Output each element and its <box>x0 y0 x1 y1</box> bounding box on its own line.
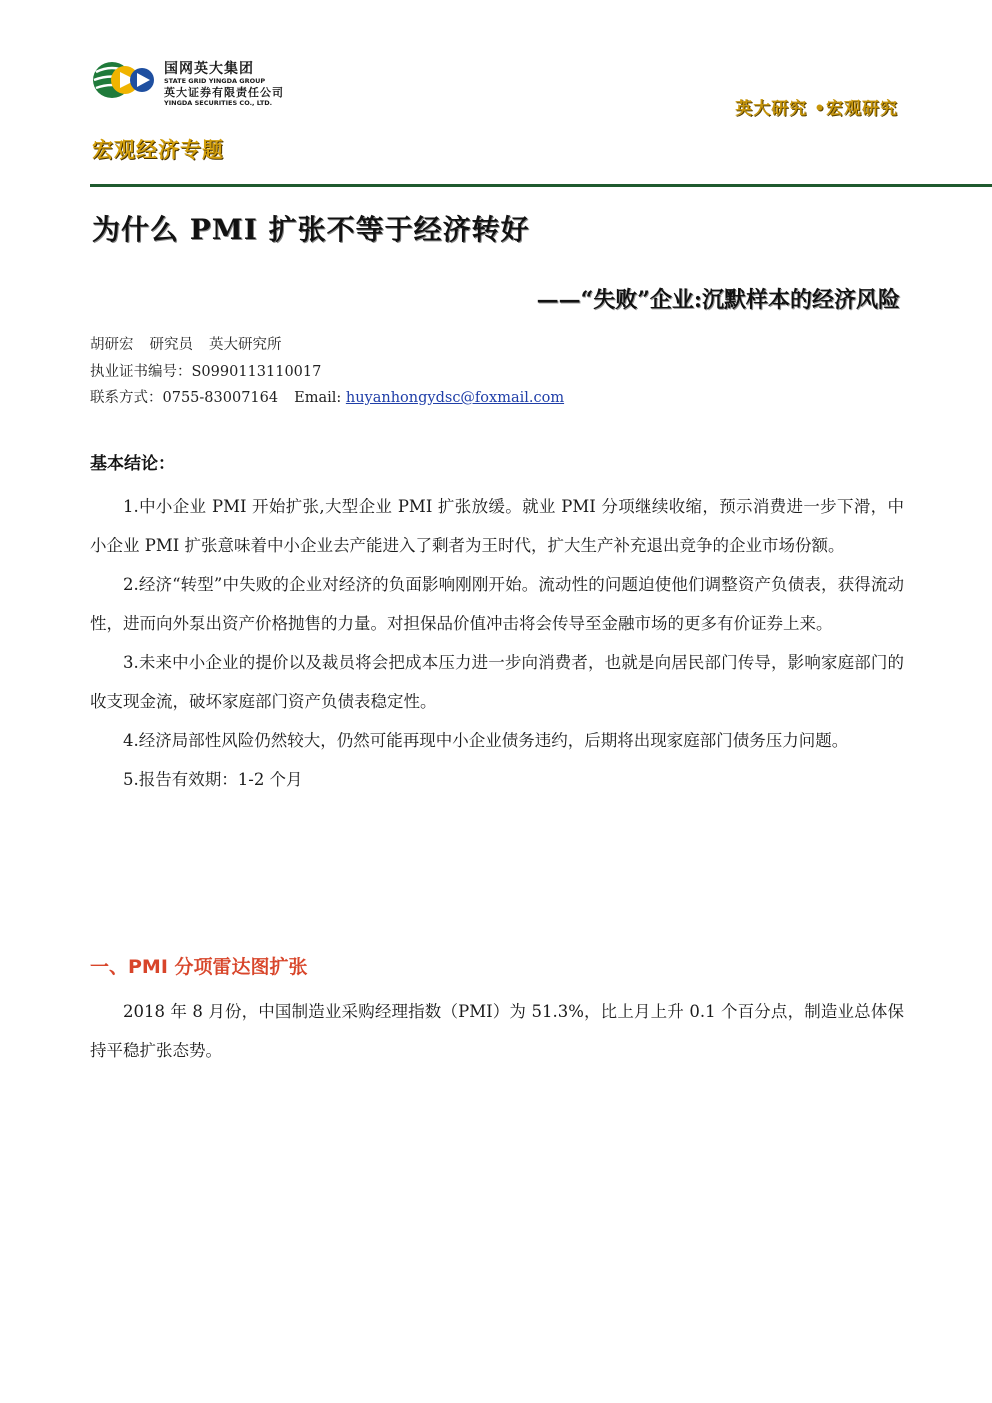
header-research-label: 英大研究 •宏观研究 <box>735 99 898 119</box>
email-label: Email: <box>294 390 342 406</box>
page-subtitle: ——“失败”企业:沉默样本的经济风险 <box>536 287 900 313</box>
page-title: 为什么 PMI 扩张不等于经济转好 <box>92 213 530 246</box>
header-divider <box>90 184 992 187</box>
certificate-number: S0990113110017 <box>191 363 322 380</box>
contact-line <box>90 385 564 412</box>
contact-phone: 0755-83007164 <box>162 390 279 406</box>
email-link[interactable]: huyanhongydsc@foxmail.com <box>345 390 565 406</box>
conclusion-item: 5.报告有效期：1-2 个月 <box>123 770 303 789</box>
section-1-paragraph: 2018 年 8 月份，中国制造业采购经理指数（PMI）为 51.3%，比上月上升 0.1 个百分点，制造业总体保持平稳扩张态势。 <box>90 1002 904 1060</box>
author-line <box>90 332 564 359</box>
conclusion-item: 3.未来中小企业的提价以及裁员将会把成本压力进一步向消费者，也就是向居民部门传导，影响家庭部门的收支现金流，破坏家庭部门资产负债表稳定性。 <box>90 653 904 711</box>
logo-text <box>164 62 284 106</box>
certificate-label: 执业证书编号： <box>90 363 192 380</box>
logo-company-cn: 国网英大集团 <box>164 61 254 77</box>
author-org: 英大研究所 <box>209 337 282 353</box>
conclusion-item: 1.中小企业 PMI 开始扩张,大型企业 PMI 扩张放缓。就业 PMI 分项继续收缩，预示消费进一步下滑，中小企业 PMI 扩张意味着中小企业去产能进入了剩者为王时代，扩大生产补充退出竞争的企业市场份额。 <box>90 497 904 555</box>
report-category-label: 宏观经济专题 <box>92 138 224 162</box>
section-1-heading: 一、PMI 分项雷达图扩张 <box>90 956 308 978</box>
globe-arrow-logo-icon <box>92 60 158 100</box>
conclusion-item: 2.经济“转型”中失败的企业对经济的负面影响刚刚开始。流动性的问题迫使他们调整资产负债表，获得流动性，进而向外泵出资产价格抛售的力量。对担保品价值冲击将会传导至金融市场的更多有价证券上来。 <box>90 575 904 633</box>
author-info <box>90 332 564 412</box>
logo-group-en: STATE GRID YINGDA GROUP <box>164 77 266 85</box>
conclusions-heading: 基本结论： <box>90 454 175 474</box>
author-role: 研究员 <box>149 337 193 353</box>
certificate-line <box>90 359 564 386</box>
company-logo <box>92 60 322 116</box>
section-1-body <box>90 992 904 1070</box>
contact-label: 联系方式： <box>90 390 163 406</box>
logo-securities-en: YINGDA SECURITIES CO., LTD. <box>164 98 273 107</box>
conclusion-item: 4.经济局部性风险仍然较大，仍然可能再现中小企业债务违约，后期将出现家庭部门债务压力问题。 <box>123 731 849 750</box>
author-name: 胡研宏 <box>90 337 134 353</box>
logo-securities-cn: 英大证券有限责任公司 <box>164 85 284 99</box>
conclusions-list <box>90 487 904 799</box>
